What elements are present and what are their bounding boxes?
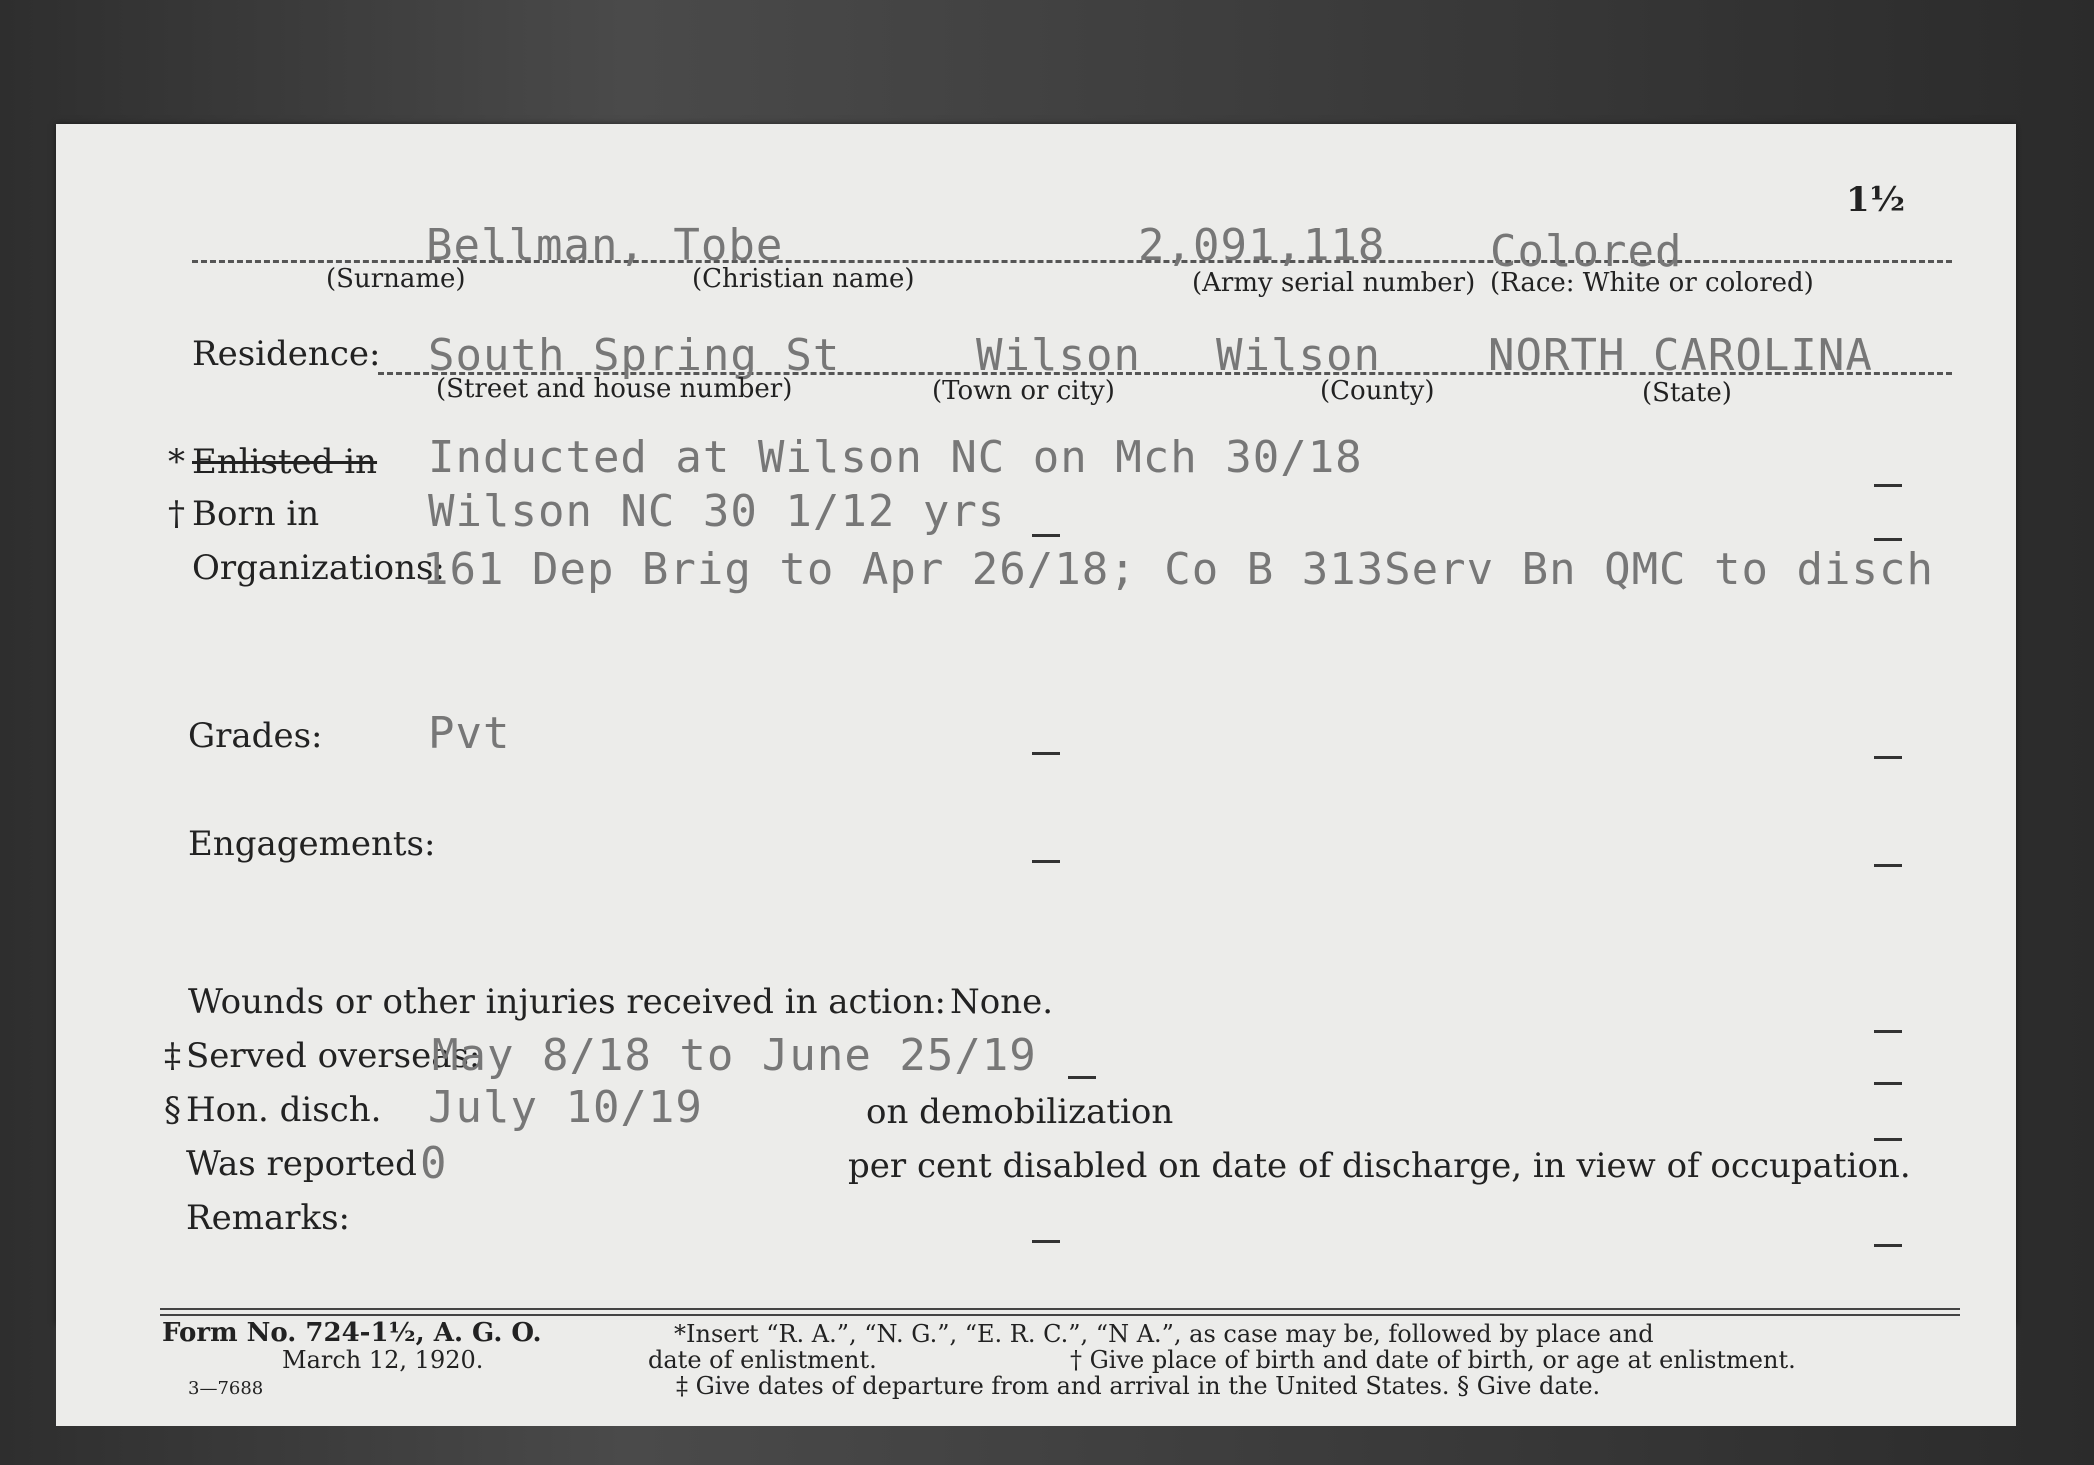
state-caption: (State) [1642, 378, 1732, 408]
born-value: Wilson NC 30 1/12 yrs [428, 486, 1006, 537]
reported-value: 0 [420, 1138, 448, 1189]
christian-name-caption: (Christian name) [692, 264, 915, 294]
hon-value: July 10/19 [428, 1082, 703, 1133]
race-value: Colored [1490, 226, 1683, 277]
hon-suffix: on demobilization [866, 1092, 1174, 1132]
organizations-label: Organizations: [192, 548, 445, 588]
county-caption: (County) [1320, 376, 1435, 406]
engagements-mid-dash [1032, 860, 1060, 863]
enlisted-mark: * [168, 442, 185, 482]
grades-label: Grades: [188, 716, 323, 756]
overseas-end-dash [1874, 1082, 1902, 1085]
wounds-end-dash [1874, 1030, 1902, 1033]
footnote-line-1: *Insert “R. A.”, “N. G.”, “E. R. C.”, “N A.”, as case may be, followed by place and [674, 1320, 1654, 1348]
born-label: Born in [192, 494, 320, 534]
engagements-label: Engagements: [188, 824, 436, 864]
race-caption: (Race: White or colored) [1490, 268, 1814, 298]
serial-caption: (Army serial number) [1192, 268, 1476, 298]
remarks-mid-dash [1032, 1240, 1060, 1243]
reported-label: Was reported [186, 1144, 417, 1184]
card-footer-strip [56, 1316, 2016, 1426]
state-value: NORTH CAROLINA [1488, 330, 1873, 381]
footer-rule-top [160, 1308, 1960, 1310]
overseas-mark: ‡ [164, 1036, 181, 1076]
service-record-card [56, 124, 2016, 1324]
print-code: 3—7688 [188, 1378, 264, 1399]
enlisted-value: Inducted at Wilson NC on Mch 30/18 [428, 432, 1363, 483]
residence-label: Residence: [192, 334, 381, 374]
enlisted-end-dash [1874, 484, 1902, 487]
engagements-end-dash [1874, 864, 1902, 867]
grades-end-dash [1874, 756, 1902, 759]
grades-value: Pvt [428, 708, 511, 759]
surname-caption: (Surname) [326, 264, 466, 294]
page-number: 1½ [1846, 180, 1906, 220]
footnote-line-2a: date of enlistment. [648, 1346, 877, 1374]
overseas-value-dash [1068, 1076, 1096, 1079]
reported-suffix: per cent disabled on date of discharge, in view of occupation. [848, 1146, 1911, 1186]
footnote-line-2b: † Give place of birth and date of birth, or age at enlistment. [1070, 1346, 1796, 1374]
wounds-value: None. [950, 982, 1054, 1022]
enlisted-label: Enlisted in [192, 442, 378, 482]
street-caption: (Street and house number) [436, 374, 793, 404]
hon-end-dash [1874, 1138, 1902, 1141]
wounds-label: Wounds or other injuries received in action: [188, 982, 946, 1022]
remarks-end-dash [1874, 1244, 1902, 1247]
county-value: Wilson [1216, 330, 1381, 381]
born-end-dash [1874, 538, 1902, 541]
organizations-value: 161 Dep Brig to Apr 26/18; Co B 313Serv Bn QMC to disch [422, 544, 1934, 595]
born-mark: † [168, 494, 185, 534]
overseas-value: May 8/18 to June 25/19 [432, 1030, 1037, 1081]
serial-value: 2,091,118 [1138, 220, 1386, 271]
surname-value: Bellman, Tobe [426, 220, 784, 271]
town-caption: (Town or city) [932, 376, 1115, 406]
hon-mark: § [164, 1090, 181, 1130]
form-date: March 12, 1920. [282, 1346, 484, 1374]
born-value-dash [1032, 534, 1060, 537]
street-value: South Spring St [428, 330, 841, 381]
footnote-line-3: ‡ Give dates of departure from and arrival in the United States. § Give date. [676, 1372, 1601, 1400]
grades-mid-dash [1032, 752, 1060, 755]
form-number: Form No. 724-1½, A. G. O. [162, 1318, 542, 1348]
town-value: Wilson [976, 330, 1141, 381]
hon-label: Hon. disch. [186, 1090, 382, 1130]
overseas-label: Served overseas: [186, 1036, 481, 1076]
remarks-label: Remarks: [186, 1198, 350, 1238]
